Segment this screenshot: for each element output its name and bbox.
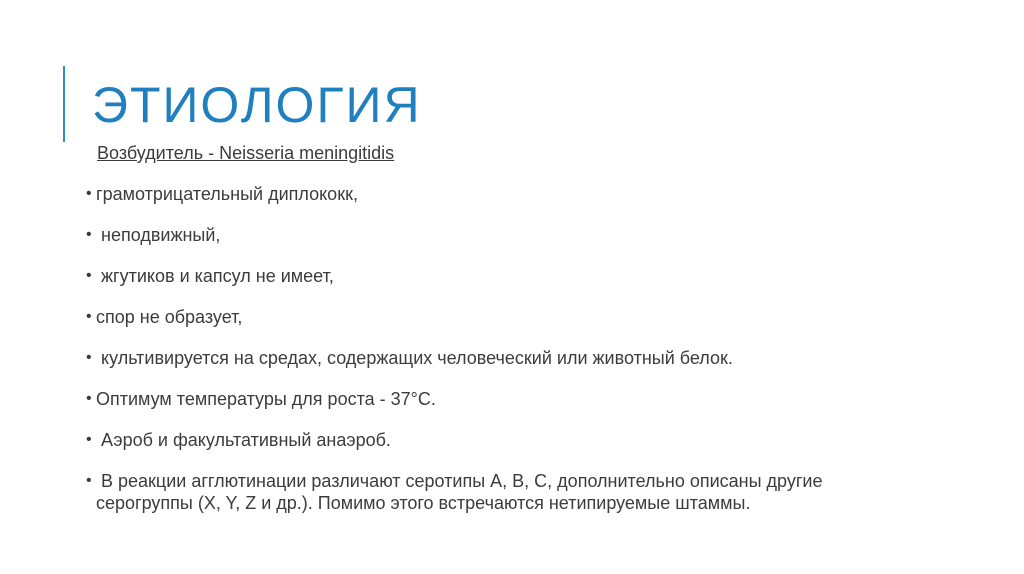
bullet-list — [86, 183, 916, 533]
bullet-text: спор не образует, — [96, 307, 243, 327]
bullet-item — [86, 388, 916, 410]
bullet-text: культивируется на средах, содержащих человеческий или животный белок. — [96, 348, 733, 368]
bullet-dot-icon: • — [86, 308, 92, 325]
bullet-dot-icon: • — [86, 390, 92, 407]
bullet-item — [86, 183, 916, 205]
bullet-dot-icon: • — [86, 349, 92, 366]
slide-title: ЭТИОЛОГИЯ — [92, 77, 422, 133]
bullet-dot-icon: • — [86, 267, 92, 284]
bullet-text: неподвижный, — [96, 225, 221, 245]
bullet-item — [86, 265, 916, 287]
pathogen-subtitle: Возбудитель - Neisseria meningitidis — [97, 143, 395, 163]
bullet-dot-icon: • — [86, 431, 92, 448]
bullet-dot-icon: • — [86, 472, 92, 489]
bullet-text: грамотрицательный диплококк, — [96, 184, 358, 204]
title-accent-bar — [63, 66, 65, 142]
bullet-item — [86, 306, 916, 328]
bullet-text: Аэроб и факультативный анаэроб. — [96, 430, 391, 450]
bullet-item — [86, 429, 916, 451]
bullet-text: В реакции агглютинации различают серотипы А, В, С, дополнительно описаны другие серогруппы (X, Y, Z и др.). Помимо этого встречаются нетипируемые штаммы. — [96, 471, 828, 513]
bullet-dot-icon: • — [86, 226, 92, 243]
bullet-text: Оптимум температуры для роста - 37°С. — [96, 389, 436, 409]
bullet-item — [86, 347, 916, 369]
bullet-item — [86, 470, 916, 514]
bullet-item — [86, 224, 916, 246]
bullet-dot-icon: • — [86, 185, 92, 202]
bullet-text: жгутиков и капсул не имеет, — [96, 266, 334, 286]
